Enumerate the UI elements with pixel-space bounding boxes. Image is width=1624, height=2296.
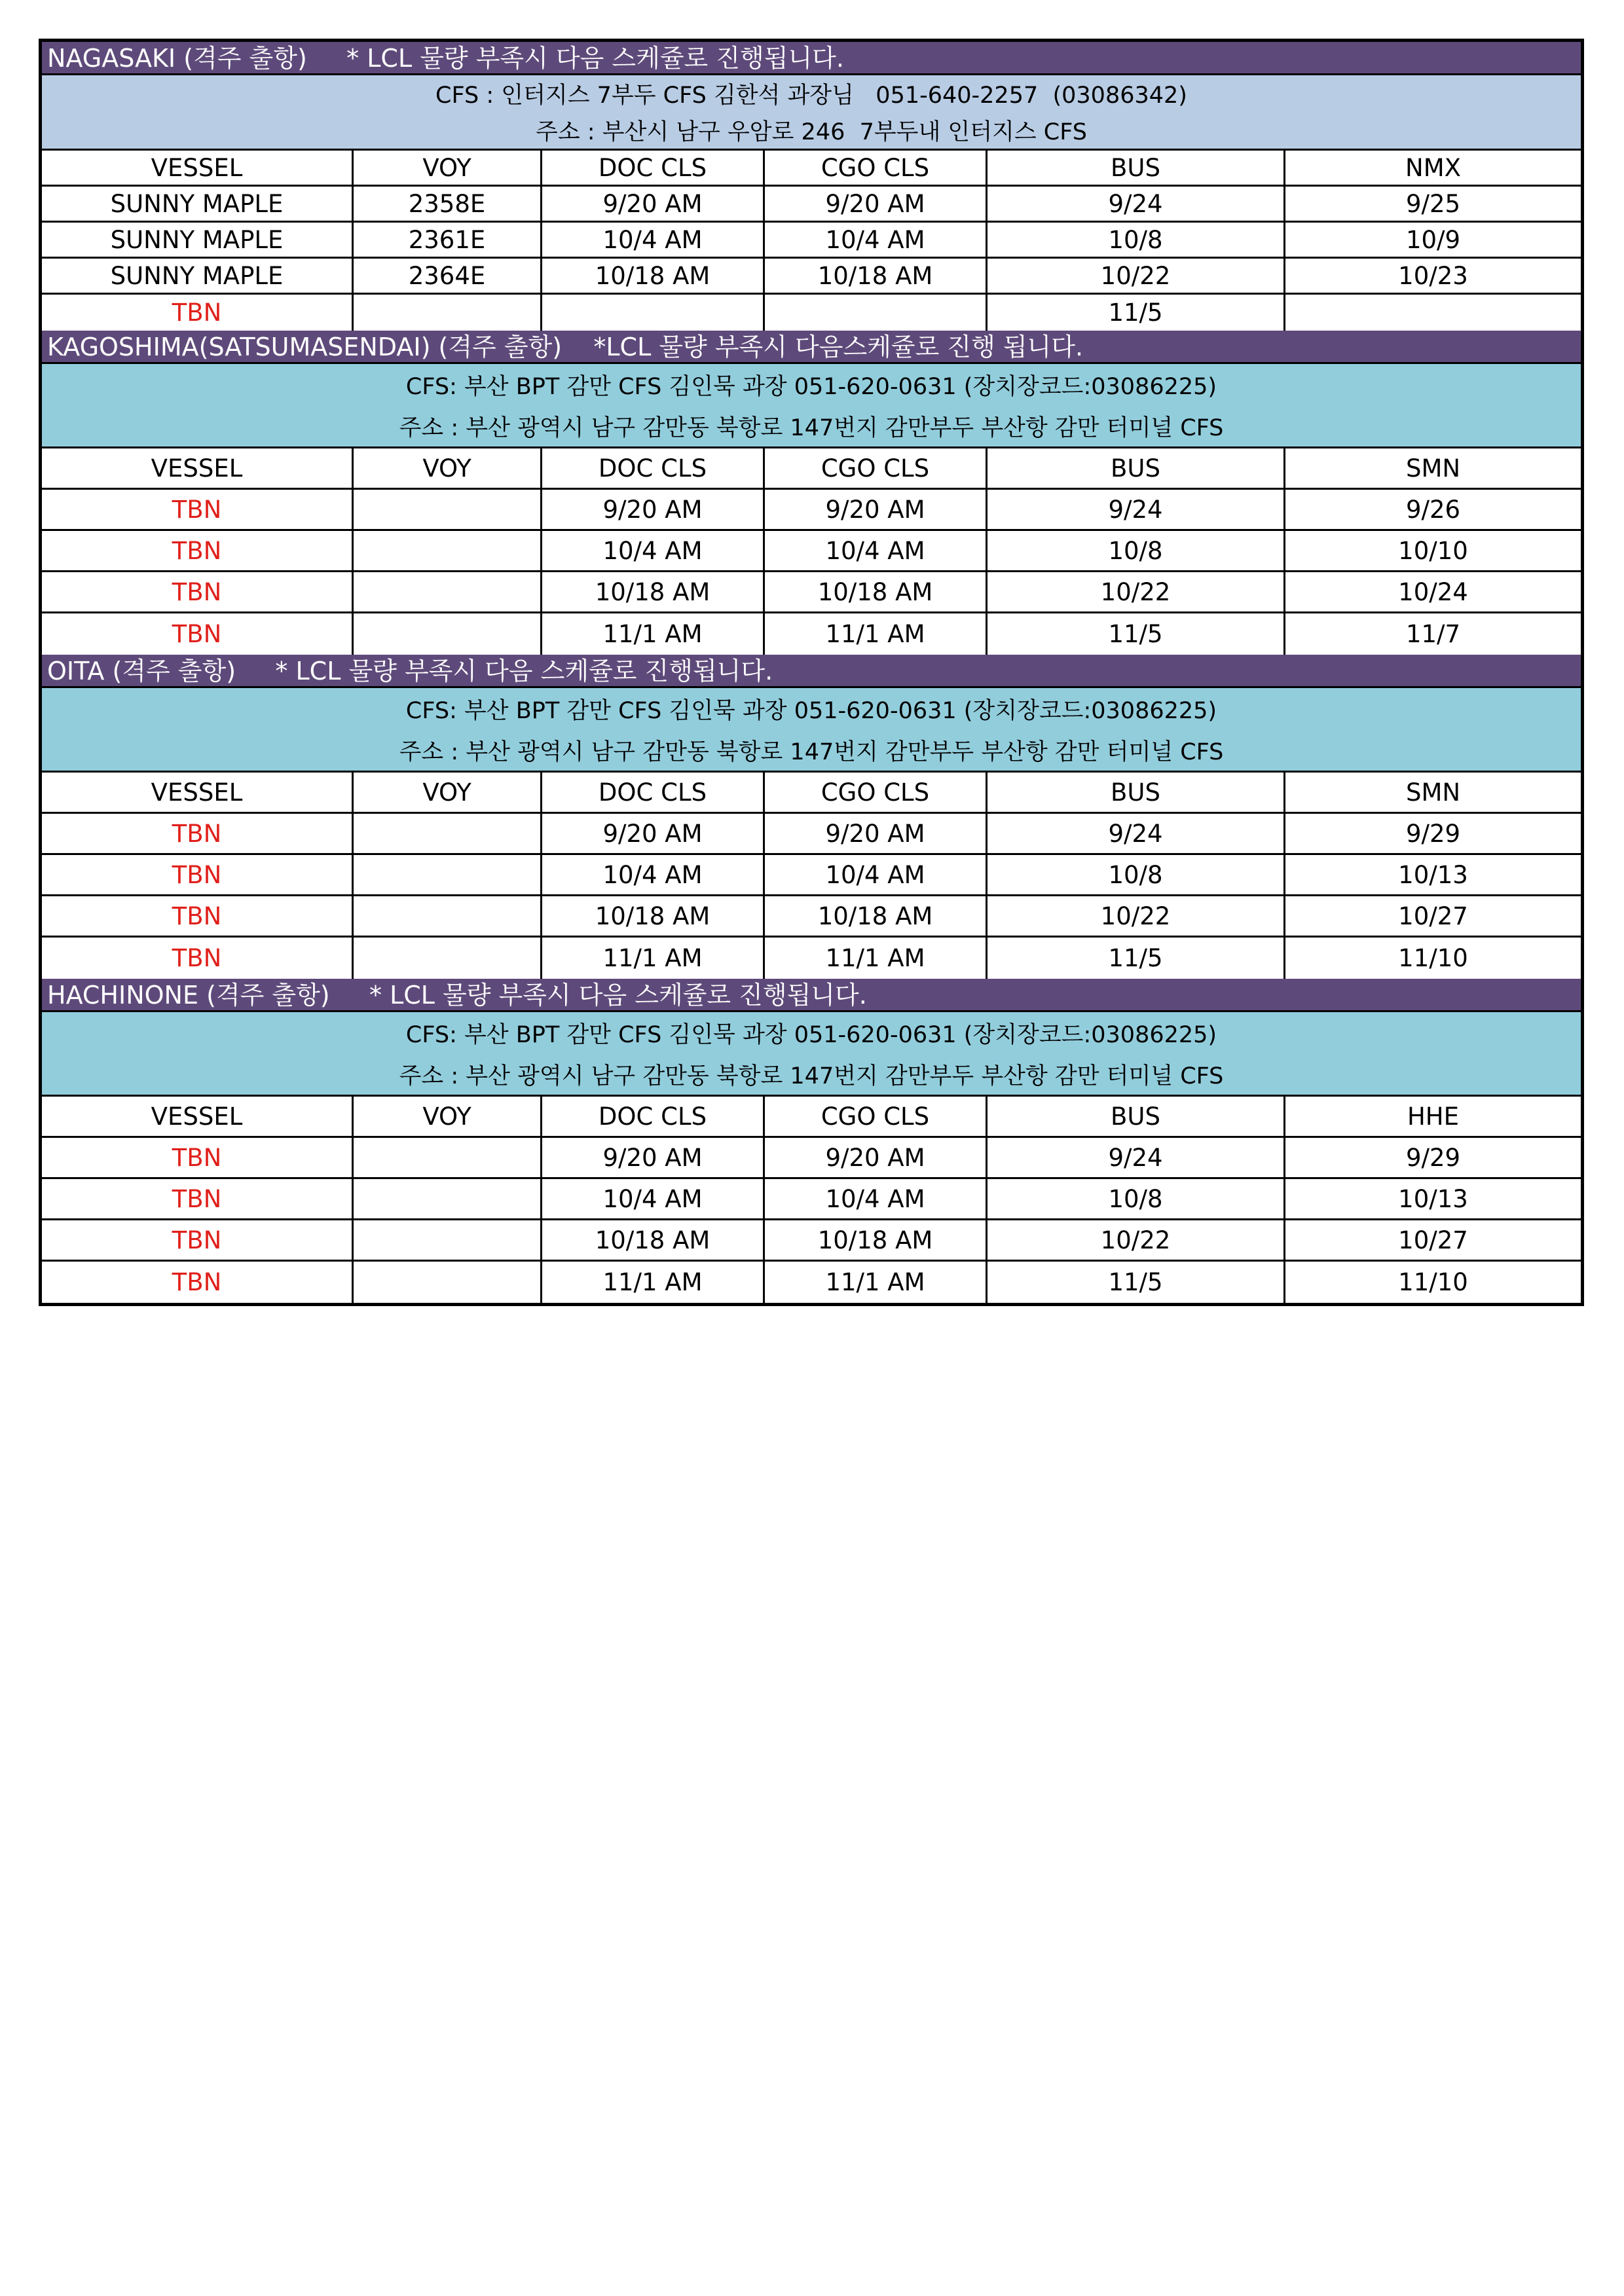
doc-cell: 9/20 AM (542, 187, 765, 221)
bus-cell: 10/8 (987, 223, 1285, 257)
vessel-cell: TBN (42, 1220, 354, 1260)
port-section (42, 331, 1581, 655)
cgo-cell: 10/18 AM (765, 572, 987, 611)
schedule-table (39, 39, 1584, 1306)
dest-cell: 10/23 (1398, 261, 1468, 290)
doc-cell: 9/20 AM (542, 1138, 765, 1177)
voy-cell: 2358E (354, 187, 542, 221)
bus-cell: 10/8 (987, 1179, 1285, 1218)
bus-cell: 11/5 (987, 1262, 1285, 1303)
cfs-info (42, 75, 1581, 151)
schedule-row (42, 613, 1581, 655)
cfs-contact: CFS: 부산 BPT 감만 CFS 김인묵 과장 051-620-0631 (장치장코드:03086225) (42, 364, 1581, 405)
schedule-row (42, 223, 1581, 259)
vessel-cell: TBN (42, 938, 354, 979)
bus-cell: 9/24 (987, 814, 1285, 853)
cfs-address: 주소 : 부산 광역시 남구 감만동 북항로 147번지 감만부두 부산항 감만 터미널 CFS (42, 729, 1581, 771)
column-header: SMN (1405, 454, 1461, 483)
bus-cell: 10/22 (987, 259, 1285, 293)
vessel-cell: TBN (42, 1262, 354, 1303)
section-header: KAGOSHIMA(SATSUMASENDAI) (격주 출항) *LCL 물량 부족시 다음스케쥴로 진행 됩니다. (42, 331, 1581, 364)
bus-cell: 9/24 (987, 490, 1285, 529)
vessel-cell: SUNNY MAPLE (42, 259, 354, 293)
doc-cell: 10/4 AM (542, 855, 765, 894)
schedule-row (42, 490, 1581, 531)
column-header: VOY (354, 448, 542, 488)
cgo-cell: 11/1 AM (765, 613, 987, 655)
cgo-cell: 10/4 AM (765, 223, 987, 257)
port-section (42, 979, 1581, 1303)
bus-cell: 10/22 (987, 896, 1285, 936)
cgo-cell: 10/4 AM (765, 531, 987, 570)
section-header: HACHINONE (격주 출항) * LCL 물량 부족시 다음 스케쥴로 진행됩니다. (42, 979, 1581, 1012)
section-header: OITA (격주 출항) * LCL 물량 부족시 다음 스케쥴로 진행됩니다. (42, 655, 1581, 688)
voy-cell (354, 613, 542, 655)
cgo-cell: 10/4 AM (765, 855, 987, 894)
dest-cell: 9/29 (1405, 819, 1461, 848)
schedule-row (42, 295, 1581, 331)
doc-cell: 10/18 AM (542, 572, 765, 611)
column-header: DOC CLS (542, 151, 765, 185)
column-header: NMX (1405, 153, 1461, 182)
column-header: SMN (1405, 778, 1461, 807)
column-header: CGO CLS (765, 773, 987, 812)
column-header-row (42, 1097, 1581, 1138)
dest-cell: 11/7 (1405, 620, 1461, 648)
schedule-row (42, 855, 1581, 896)
voy-cell (354, 295, 542, 331)
doc-cell: 9/20 AM (542, 490, 765, 529)
column-header: HHE (1407, 1102, 1460, 1131)
dest-cell: 9/25 (1405, 189, 1461, 218)
cgo-cell (765, 295, 987, 331)
dest-cell: 11/10 (1398, 1268, 1468, 1296)
voy-cell (354, 855, 542, 894)
doc-cell: 10/4 AM (542, 531, 765, 570)
vessel-cell: TBN (42, 814, 354, 853)
schedule-row (42, 896, 1581, 938)
column-header: VOY (354, 773, 542, 812)
column-header: DOC CLS (542, 1097, 765, 1136)
cfs-info (42, 364, 1581, 448)
cgo-cell: 11/1 AM (765, 938, 987, 979)
dest-cell: 10/13 (1398, 1184, 1468, 1213)
cfs-contact: CFS: 부산 BPT 감만 CFS 김인묵 과장 051-620-0631 (장치장코드:03086225) (42, 1012, 1581, 1053)
cfs-address: 주소 : 부산시 남구 우암로 246 7부두내 인터지스 CFS (42, 112, 1581, 149)
doc-cell: 10/18 AM (542, 1220, 765, 1260)
cgo-cell: 10/18 AM (765, 1220, 987, 1260)
schedule-row (42, 1138, 1581, 1179)
voy-cell (354, 1179, 542, 1218)
doc-cell: 10/4 AM (542, 1179, 765, 1218)
doc-cell: 10/18 AM (542, 259, 765, 293)
dest-cell: 9/26 (1405, 495, 1461, 524)
schedule-row (42, 531, 1581, 572)
bus-cell: 10/8 (987, 855, 1285, 894)
schedule-row (42, 1220, 1581, 1262)
doc-cell: 9/20 AM (542, 814, 765, 853)
schedule-row (42, 572, 1581, 613)
column-header: BUS (987, 773, 1285, 812)
voy-cell: 2361E (354, 223, 542, 257)
cgo-cell: 9/20 AM (765, 187, 987, 221)
column-header: VESSEL (42, 1097, 354, 1136)
cgo-cell: 10/18 AM (765, 896, 987, 936)
column-header-row (42, 151, 1581, 187)
column-header: VESSEL (42, 448, 354, 488)
bus-cell: 10/22 (987, 1220, 1285, 1260)
column-header: DOC CLS (542, 773, 765, 812)
vessel-cell: TBN (42, 1138, 354, 1177)
column-header: VOY (354, 151, 542, 185)
voy-cell (354, 896, 542, 936)
bus-cell: 9/24 (987, 187, 1285, 221)
dest-cell: 10/27 (1398, 902, 1468, 930)
bus-cell: 11/5 (987, 295, 1285, 331)
cgo-cell: 10/18 AM (765, 259, 987, 293)
vessel-cell: SUNNY MAPLE (42, 223, 354, 257)
column-header: VOY (354, 1097, 542, 1136)
voy-cell (354, 572, 542, 611)
column-header: BUS (987, 151, 1285, 185)
dest-cell: 9/29 (1405, 1143, 1461, 1172)
schedule-row (42, 259, 1581, 295)
column-header: DOC CLS (542, 448, 765, 488)
vessel-cell: TBN (42, 531, 354, 570)
doc-cell: 10/4 AM (542, 223, 765, 257)
vessel-cell: TBN (42, 896, 354, 936)
bus-cell: 10/8 (987, 531, 1285, 570)
vessel-cell: TBN (42, 613, 354, 655)
doc-cell (542, 295, 765, 331)
cfs-contact: CFS: 부산 BPT 감만 CFS 김인묵 과장 051-620-0631 (장치장코드:03086225) (42, 688, 1581, 729)
column-header: VESSEL (42, 773, 354, 812)
column-header: BUS (987, 448, 1285, 488)
column-header: CGO CLS (765, 151, 987, 185)
bus-cell: 11/5 (987, 938, 1285, 979)
cgo-cell: 10/4 AM (765, 1179, 987, 1218)
voy-cell (354, 938, 542, 979)
dest-cell: 10/9 (1405, 225, 1461, 254)
doc-cell: 11/1 AM (542, 938, 765, 979)
voy-cell (354, 814, 542, 853)
bus-cell: 11/5 (987, 613, 1285, 655)
vessel-cell: TBN (42, 1179, 354, 1218)
vessel-cell: TBN (42, 490, 354, 529)
column-header: CGO CLS (765, 1097, 987, 1136)
voy-cell (354, 1138, 542, 1177)
dest-cell: 11/10 (1398, 944, 1468, 972)
dest-cell: 10/13 (1398, 860, 1468, 889)
dest-cell: 10/24 (1398, 577, 1468, 606)
doc-cell: 11/1 AM (542, 613, 765, 655)
schedule-row (42, 187, 1581, 223)
dest-cell: 10/10 (1398, 536, 1468, 565)
column-header: VESSEL (42, 151, 354, 185)
cgo-cell: 9/20 AM (765, 1138, 987, 1177)
cgo-cell: 11/1 AM (765, 1262, 987, 1303)
doc-cell: 11/1 AM (542, 1262, 765, 1303)
voy-cell (354, 490, 542, 529)
schedule-row (42, 938, 1581, 979)
port-section (42, 42, 1581, 331)
schedule-row (42, 1262, 1581, 1303)
schedule-row (42, 814, 1581, 855)
schedule-row (42, 1179, 1581, 1220)
doc-cell: 10/18 AM (542, 896, 765, 936)
section-header: NAGASAKI (격주 출항) * LCL 물량 부족시 다음 스케쥴로 진행됩니다. (42, 42, 1581, 75)
cfs-contact: CFS : 인터지스 7부두 CFS 김한석 과장님 051-640-2257 (03086342) (42, 75, 1581, 112)
cfs-info (42, 1012, 1581, 1097)
vessel-cell: TBN (42, 855, 354, 894)
vessel-cell: TBN (42, 572, 354, 611)
column-header: BUS (987, 1097, 1285, 1136)
dest-cell: 10/27 (1398, 1226, 1468, 1254)
cgo-cell: 9/20 AM (765, 490, 987, 529)
bus-cell: 9/24 (987, 1138, 1285, 1177)
voy-cell (354, 1220, 542, 1260)
bus-cell: 10/22 (987, 572, 1285, 611)
column-header-row (42, 773, 1581, 814)
column-header: CGO CLS (765, 448, 987, 488)
voy-cell (354, 1262, 542, 1303)
vessel-cell: TBN (42, 295, 354, 331)
column-header-row (42, 448, 1581, 490)
voy-cell: 2364E (354, 259, 542, 293)
cgo-cell: 9/20 AM (765, 814, 987, 853)
vessel-cell: SUNNY MAPLE (42, 187, 354, 221)
cfs-info (42, 688, 1581, 773)
voy-cell (354, 531, 542, 570)
cfs-address: 주소 : 부산 광역시 남구 감만동 북항로 147번지 감만부두 부산항 감만 터미널 CFS (42, 405, 1581, 446)
port-section (42, 655, 1581, 979)
cfs-address: 주소 : 부산 광역시 남구 감만동 북항로 147번지 감만부두 부산항 감만 터미널 CFS (42, 1053, 1581, 1095)
dest-cell (1285, 295, 1581, 331)
